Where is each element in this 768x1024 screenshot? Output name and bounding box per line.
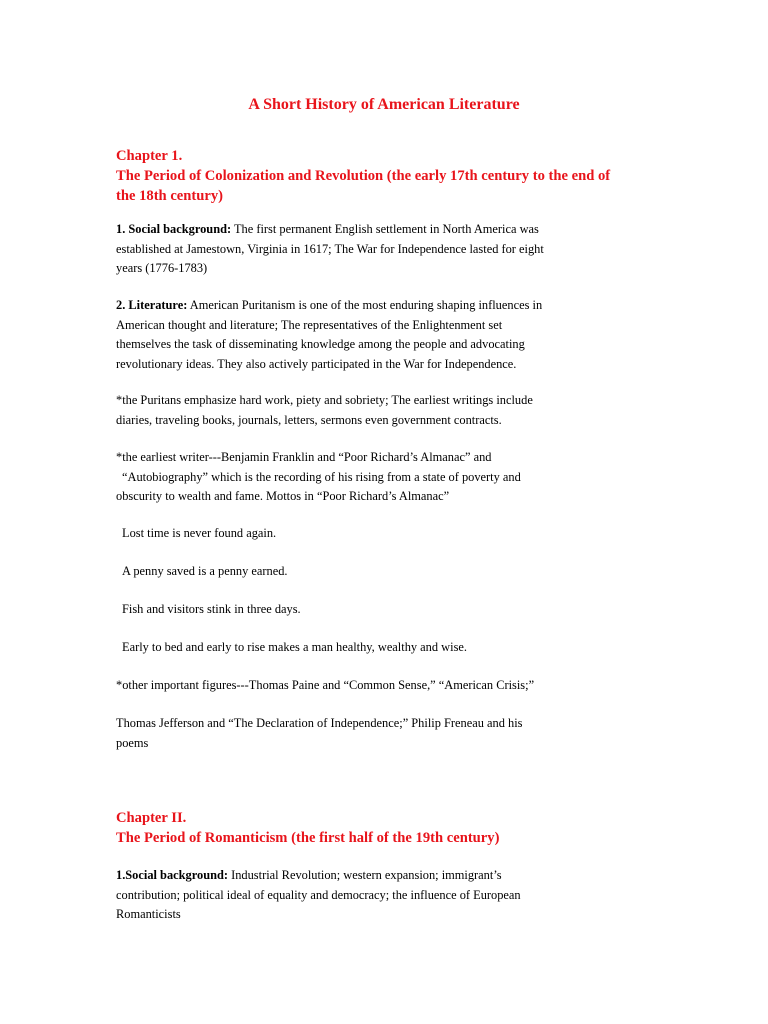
chapter-2-heading <box>116 808 661 848</box>
other-figures-paragraph <box>116 676 661 696</box>
motto-2 <box>116 562 667 582</box>
social-background-label: 1. Social background: <box>116 222 232 236</box>
ch2-social-background-label: 1.Social background: <box>116 868 228 882</box>
motto-1 <box>116 524 667 544</box>
literature-text-1: American Puritanism is one of the most enduring shaping influences in <box>187 298 543 312</box>
literature-label: 2. Literature: <box>116 298 188 312</box>
chapter-1-literature <box>116 296 661 374</box>
motto-text: Lost time is never found again. <box>122 526 277 540</box>
puritans-text-1: *the Puritans emphasize hard work, piety and sobriety; The earliest writings include <box>116 393 533 407</box>
chapter-2-social-background <box>116 866 661 925</box>
earliest-writer-text-2: “Autobiography” which is the recording of his rising from a state of poverty and <box>122 469 521 484</box>
puritans-paragraph <box>116 391 661 430</box>
chapter-1-number: Chapter 1. <box>116 148 183 164</box>
document-title: A Short History of American Literature <box>248 96 520 113</box>
ch2-social-background-text-3: Romanticists <box>116 907 181 921</box>
earliest-writer-paragraph <box>116 448 661 507</box>
chapter-1-heading <box>116 146 661 206</box>
other-figures-text: *other important figures---Thomas Paine and “Common Sense,” “American Crisis;” <box>116 678 535 692</box>
social-background-text-1: The first permanent English settlement in North America was <box>231 222 539 236</box>
motto-text: Fish and visitors stink in three days. <box>122 602 301 616</box>
motto-text: A penny saved is a penny earned. <box>122 564 288 578</box>
chapter-2-number: Chapter II. <box>116 810 187 826</box>
social-background-text-3: years (1776-1783) <box>116 261 208 275</box>
chapter-1-title-line-2: the 18th century) <box>116 188 224 204</box>
motto-3 <box>116 600 667 620</box>
social-background-text-2: established at Jamestown, Virginia in 1617; The War for Independence lasted for eight <box>116 241 544 256</box>
puritans-text-2: diaries, traveling books, journals, letters, sermons even government contracts. <box>116 412 502 427</box>
chapter-1-title-line-1: The Period of Colonization and Revolution (the early 17th century to the end of <box>116 168 611 184</box>
jefferson-paragraph <box>116 714 661 753</box>
earliest-writer-text-3: obscurity to wealth and fame. Mottos in “Poor Richard’s Almanac” <box>116 489 450 503</box>
literature-text-2: American thought and literature; The representatives of the Enlightenment set <box>116 317 503 332</box>
earliest-writer-text-1: *the earliest writer---Benjamin Franklin and “Poor Richard’s Almanac” and <box>116 450 492 464</box>
chapter-2-title: The Period of Romanticism (the first half of the 19th century) <box>116 830 500 846</box>
ch2-social-background-text-2: contribution; political ideal of equality and democracy; the influence of European <box>116 887 521 902</box>
motto-text: Early to bed and early to rise makes a man healthy, wealthy and wise. <box>122 640 467 654</box>
ch2-social-background-text-1: Industrial Revolution; western expansion; immigrant’s <box>228 868 502 882</box>
jefferson-text-1: Thomas Jefferson and “The Declaration of Independence;” Philip Freneau and his <box>116 716 523 730</box>
chapter-1-social-background <box>116 220 661 279</box>
literature-text-4: revolutionary ideas. They also actively participated in the War for Independence. <box>116 356 517 371</box>
literature-text-3: themselves the task of disseminating knowledge among the people and advocating <box>116 337 525 351</box>
jefferson-text-2: poems <box>116 735 149 750</box>
motto-4 <box>116 638 667 658</box>
